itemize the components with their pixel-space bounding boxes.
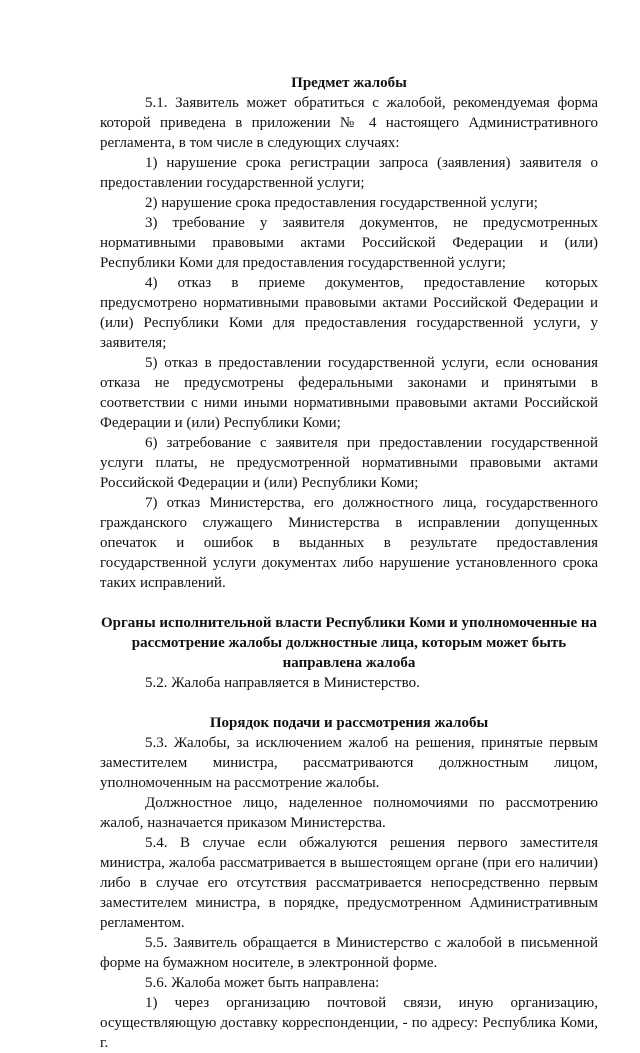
paragraph: 5.1. Заявитель может обратиться с жалобой, рекомендуемая форма которой приведена в приложении № 4 настоящего Административного регламента, в том числе в следующих случаях:: [100, 95, 598, 151]
list-item: 4) отказ в приеме документов, предоставление которых предусмотрено нормативными правовыми актами Российской Федерации и (или) Республики Коми для предоставления государственной услуги, у заявителя;: [100, 275, 598, 351]
paragraph: 5.4. В случае если обжалуются решения первого заместителя министра, жалоба рассматривается в вышестоящем органе (при его наличии) либо в случае его отсутствия рассматривается непосредственно первым заместителем министра, в порядке, предусмотренном Административным регламентом.: [100, 835, 598, 931]
paragraph: Должностное лицо, наделенное полномочиями по рассмотрению жалоб, назначается приказом Министерства.: [100, 795, 598, 831]
list-item: 5) отказ в предоставлении государственной услуги, если основания отказа не предусмотрены федеральными законами и принятыми в соответствии с ними иными нормативными правовыми актами Российской Федерации и (или) Республики Коми;: [100, 355, 598, 431]
section-authorities: [100, 613, 598, 693]
paragraph: 5.6. Жалоба может быть направлена:: [145, 975, 380, 991]
section-complaint-subject: [100, 73, 598, 593]
section-spacer: [100, 593, 598, 613]
list-item: 1) через организацию почтовой связи, иную организацию, осуществляющую доставку корреспонденции, - по адресу: Республика Коми, г.: [100, 995, 598, 1051]
list-item: 1) нарушение срока регистрации запроса (заявления) заявителя о предоставлении государственной услуги;: [100, 155, 598, 191]
paragraph: 5.3. Жалобы, за исключением жалоб на решения, принятые первым заместителем министра, рассматриваются должностным лицом, уполномоченным на рассмотрение жалобы.: [100, 735, 598, 791]
section-heading: Предмет жалобы: [291, 75, 407, 91]
list-item: 3) требование у заявителя документов, не предусмотренных нормативными правовыми актами Российской Федерации и (или) Республики Коми для предоставления государственной услуги;: [100, 215, 598, 271]
section-spacer: [100, 693, 598, 713]
document-body: [100, 73, 598, 1053]
paragraph: 5.5. Заявитель обращается в Министерство с жалобой в письменной форме на бумажном носителе, в электронной форме.: [100, 935, 598, 971]
section-heading: Органы исполнительной власти Республики Коми и уполномоченные на рассмотрение жалобы должностные лица, которым может быть направлена жалоба: [100, 615, 597, 671]
section-heading: Порядок подачи и рассмотрения жалобы: [209, 715, 489, 731]
list-item: 7) отказ Министерства, его должностного лица, государственного гражданского служащего Министерства в исправлении допущенных опечаток и ошибок в выданных в результате предоставления государственной услуги документах либо нарушение установленного срока таких исправлений.: [100, 495, 598, 591]
section-filing-procedure: [100, 713, 598, 1053]
paragraph: 5.2. Жалоба направляется в Министерство.: [145, 675, 420, 691]
list-item: 6) затребование с заявителя при предоставлении государственной услуги платы, не предусмотренной нормативными правовыми актами Российской Федерации и (или) Республики Коми;: [100, 435, 598, 491]
list-item: 2) нарушение срока предоставления государственной услуги;: [145, 195, 538, 211]
